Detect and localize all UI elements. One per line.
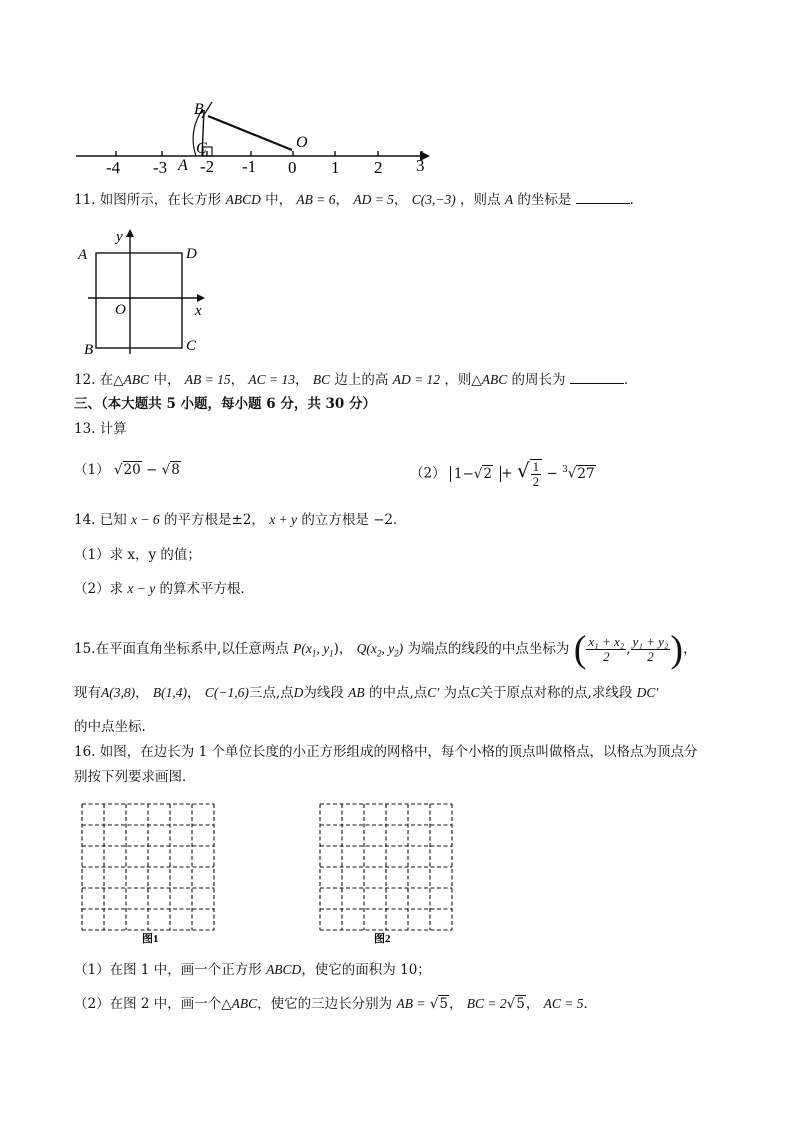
tick-label-1: 1: [331, 158, 340, 177]
segment-BO: [208, 116, 292, 150]
q14-part-1: （1）求 x，y 的值；: [74, 547, 201, 563]
label-C: C: [196, 140, 207, 157]
tick-label--4: -4: [106, 158, 121, 177]
section-3-heading: 三、（本大题共 5 小题，每小题 6 分，共 30 分）: [74, 396, 377, 412]
tick-label-3: 3: [416, 156, 425, 175]
answer-blank-11[interactable]: [576, 191, 630, 204]
label-A: A: [78, 247, 88, 263]
q14-part-2: （2）求 x − y 的算术平方根．: [74, 581, 255, 597]
label-B: B: [84, 342, 94, 358]
fig1-caption: 图1: [142, 933, 159, 945]
q11-number: 11.: [74, 192, 96, 208]
tick-label--3: -3: [153, 158, 168, 177]
label-C: C: [186, 338, 197, 354]
fig2-caption: 图2: [374, 933, 391, 945]
label-A: A: [178, 157, 188, 174]
question-13: 13. 计算: [74, 421, 127, 437]
rectangle-coordinate-figure: [74, 226, 214, 358]
label-x: x: [195, 303, 202, 319]
tick-label--1: -1: [242, 157, 257, 176]
tick-label-0: 0: [288, 158, 297, 177]
q13-part-1: （1） √20 − √8: [74, 462, 180, 478]
label-D: D: [186, 246, 197, 262]
rectangle-ABCD: [96, 253, 182, 348]
q16-part-2: （2）在图 2 中，画一个△ABC，使它的三边长分别为 AB = √5， BC = 2√5， AC = 5．: [74, 996, 597, 1012]
q15-line-2: 现有A(3,8)， B(1,4)， C(−1,6)三点,点D为线段 AB 的中点,点C′ 为点C关于原点对称的点,求线段 DC′: [74, 685, 659, 701]
label-B: B: [194, 101, 204, 118]
q12-number: 12.: [74, 372, 96, 388]
answer-blank-12[interactable]: [570, 371, 624, 384]
q15-line-3: 的中点坐标．: [74, 719, 155, 735]
question-15: 15.在平面直角坐标系中,以任意两点 $P(x_1$, $y_1$)， $Q(x_2$, $y_2$) 为端点的线段的中点坐标为 ( $\frac{\text{x₁ + x₂}}{2}$ , $\frac{\text{y₁ + y₂}}{2}$ )，: [74, 628, 697, 671]
question-14: 14. 已知 x − 6 的平方根是±2， x + y 的立方根是 −2．: [74, 512, 407, 528]
question-12: 12. 在△ABC 中， AB = 15， AC = 13， BC 边上的高 AD = 12 ，则△ABC 的周长为 ．: [74, 372, 638, 388]
label-O: O: [296, 134, 308, 151]
q13-part-2: （2） 1−√2 + √ $\frac{1}{2}$ − $^3$√27: [410, 458, 595, 489]
number-line-figure: [70, 96, 440, 181]
q16-line-2: 别按下列要求画图．: [74, 769, 196, 785]
question-16: 16. 如图，在边长为 1 个单位长度的小正方形组成的网格中，每个小格的顶点叫做格点，以格点为顶点分: [74, 744, 698, 760]
q16-part-1: （1）在图 1 中，画一个正方形 ABCD，使它的面积为 10；: [74, 962, 431, 978]
label-y: y: [116, 229, 123, 245]
grid-figure-2: [318, 804, 454, 944]
question-11: 11. 如图所示，在长方形 ABCD 中， AB = 6， AD = 5， C(3,−3) ，则点 A 的坐标是 ．: [74, 192, 644, 208]
grid-figure-1: [80, 804, 216, 944]
tick-label--2: -2: [200, 157, 215, 176]
label-O: O: [115, 302, 126, 318]
tick-label-2: 2: [374, 158, 383, 177]
